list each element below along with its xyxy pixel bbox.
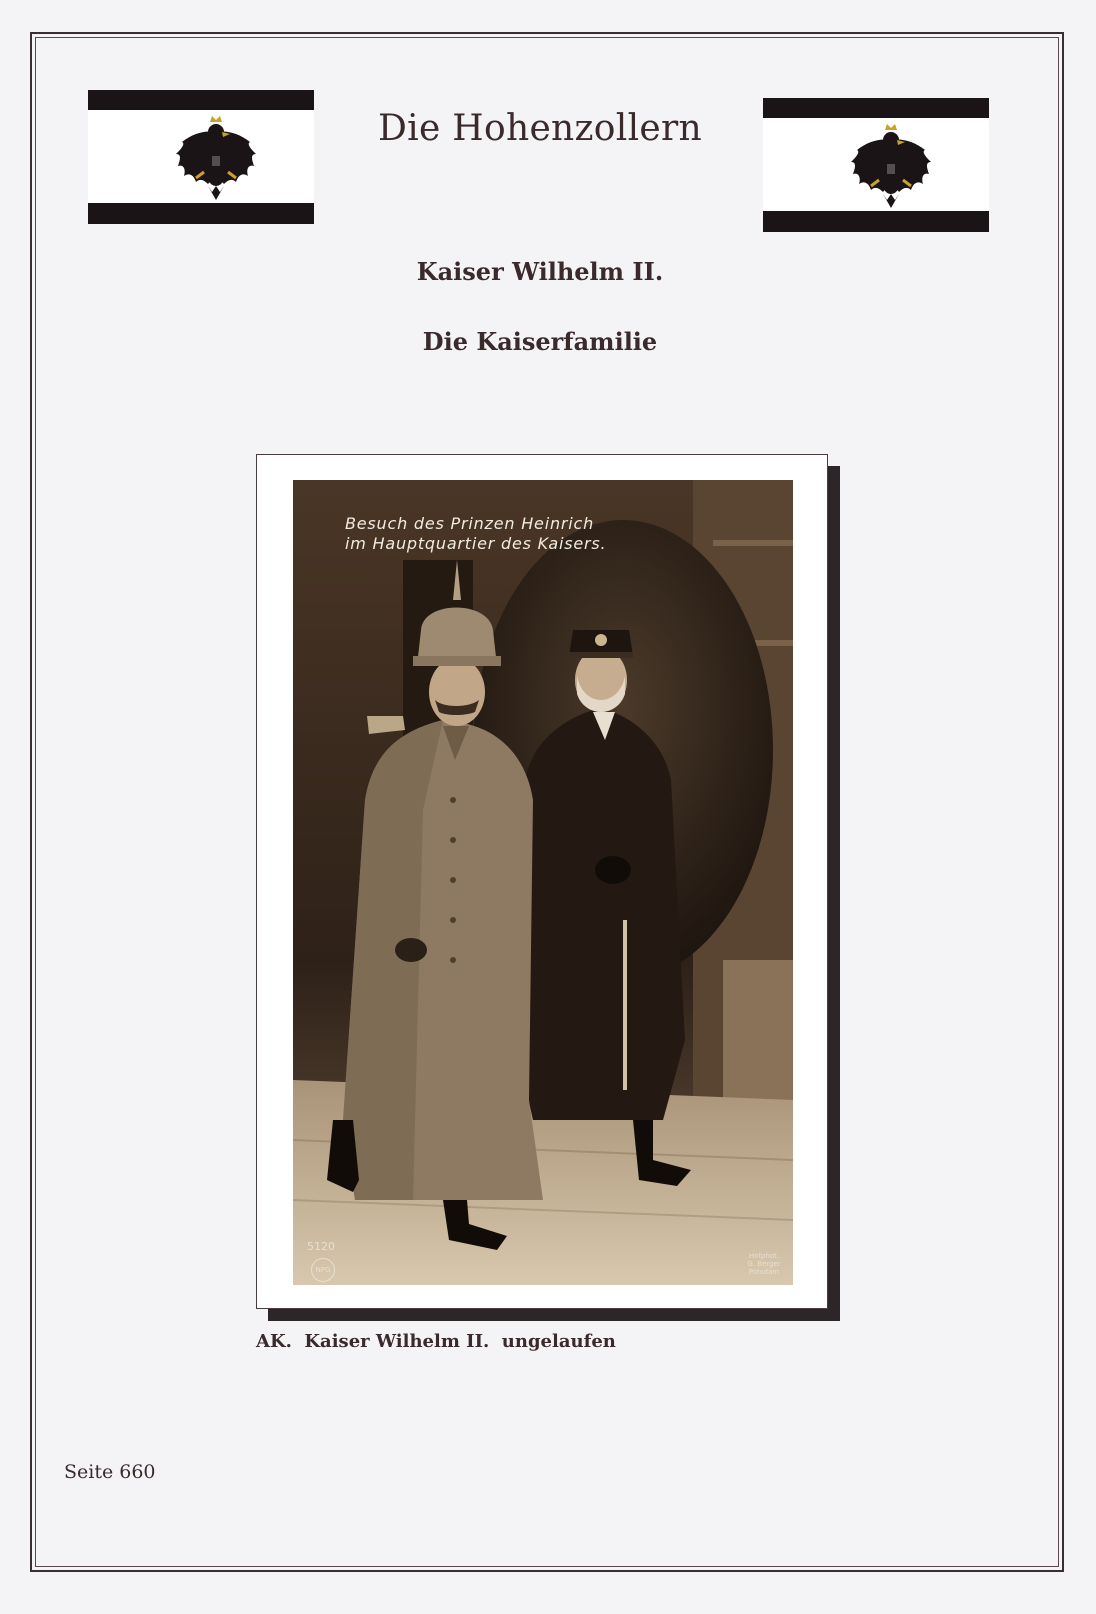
subtitle-kaiser: Kaiser Wilhelm II. [416, 257, 664, 286]
page-number: Seite 660 [64, 1461, 156, 1483]
postcard-number: 5120 [307, 1240, 335, 1253]
credit-line1: Hofphot. [748, 1252, 780, 1260]
postcard-caption-line2: im Hauptquartier des Kaisers. [345, 534, 607, 553]
subtitle-family: Die Kaiserfamilie [422, 327, 658, 356]
postcard-caption [345, 514, 606, 554]
prussian-eagle-icon [763, 98, 989, 232]
postcard-caption-line1: Besuch des Prinzen Heinrich [345, 514, 595, 533]
prussian-flag-right [763, 98, 989, 232]
photo-label: AK. Kaiser Wilhelm II. ungelaufen [256, 1331, 616, 1352]
prussian-flag-left [88, 90, 314, 224]
page-title: Die Hohenzollern [377, 108, 703, 149]
postcard-illustration [293, 480, 793, 1285]
credit-line2: G. Berger [747, 1260, 781, 1268]
photo-frame [256, 454, 828, 1309]
prussian-eagle-icon [88, 90, 314, 224]
postcard-photo [293, 480, 793, 1285]
publisher-logo: NPG [311, 1258, 335, 1282]
photographer-credit [741, 1252, 787, 1276]
credit-line3: Potsdam [748, 1268, 780, 1276]
